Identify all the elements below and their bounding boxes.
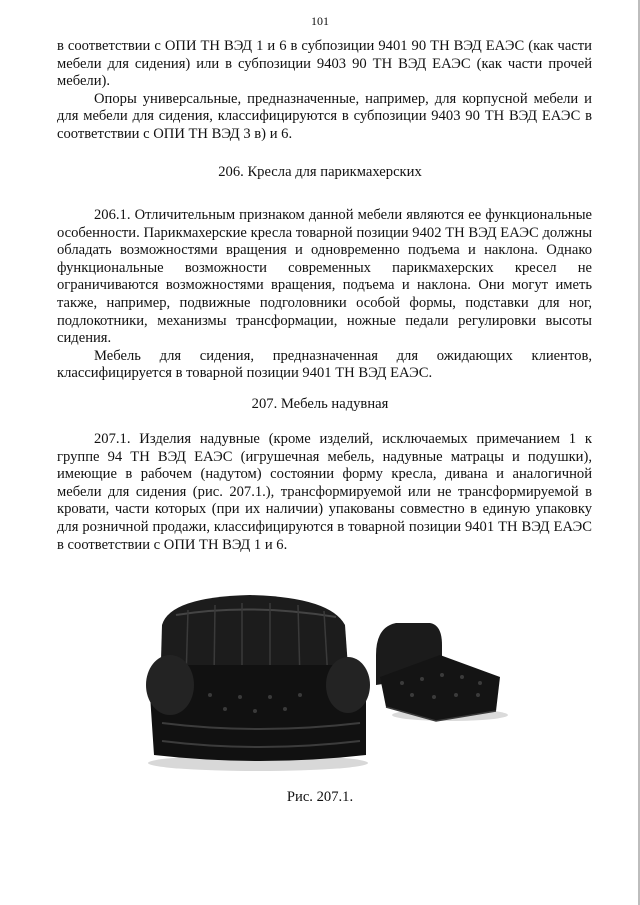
paragraph-continued: в соответствии с ОПИ ТН ВЭД 1 и 6 в субпозиции 9401 90 ТН ВЭД ЕАЭС (как части мебели для сидения) или в субпозиции 9403 90 ТН ВЭД ЕАЭС (как части прочей мебели). [57,38,592,90]
section-heading-207: 207. Мебель надувная [251,396,389,412]
page-number: 101 [311,14,329,28]
paragraph-207-1: 207.1. Изделия надувные (кроме изделий, исключаемых примечанием 1 к группе 94 ТН ВЭД ЕАЭС (игрушечная мебель, надувные матрацы и подушки), имеющие в рабочем (надутом) состоянии форму кресла, дивана и аналогичной мебели для сидения (рис. 207.1.), трансформируемой или не трансформируемой в кровати, части которых (при их наличии) упакованы совместно в единую упаковку для розничной продажи, классифицируются в товарной позиции 9401 ТН ВЭД ЕАЭС в соответствии с ОПИ ТН ВЭД 1 и 6. [57,431,592,553]
inflatable-sofa-illustration [140,585,510,775]
section-heading-206: 206. Кресла для парикмахерских [218,164,422,180]
figure-caption: Рис. 207.1. [286,789,354,805]
paragraph-opory: Опоры универсальные, предназначенные, например, для корпусной мебели и для мебели для сидения, классифицируются в субпозиции 9403 90 ТН ВЭД ЕАЭС в соответствии с ОПИ ТН ВЭД 3 в) и 6. [57,90,592,142]
paragraph-block-206 [57,207,592,383]
inflatable-chair-bed-image [376,623,508,721]
paragraph-block-opory [57,38,592,144]
paragraph-waiting-furniture: Мебель для сидения, предназначенная для ожидающих клиентов, классифицируется в товарной позиции 9401 ТН ВЭД ЕАЭС. [57,347,592,382]
paragraph-206-1: 206.1. Отличительным признаком данной мебели являются ее функциональные особенности. Парикмахерские кресла товарной позиции 9402 ТН ВЭД ЕАЭС должны обладать возможностями вращения и одновременно подъема и наклона. Однако функциональные возможности современных парикмахерских кресел не ограничиваются возможностями вращения, подъема и наклона. Они могут иметь также, например, подвижные подголовники особой формы, подставки для ног, подлокотники, механизмы трансформации, ножные педали регулировки высоты сидения. [57,207,592,347]
paragraph-block-207 [57,431,592,554]
inflatable-sofa-image [146,595,370,771]
